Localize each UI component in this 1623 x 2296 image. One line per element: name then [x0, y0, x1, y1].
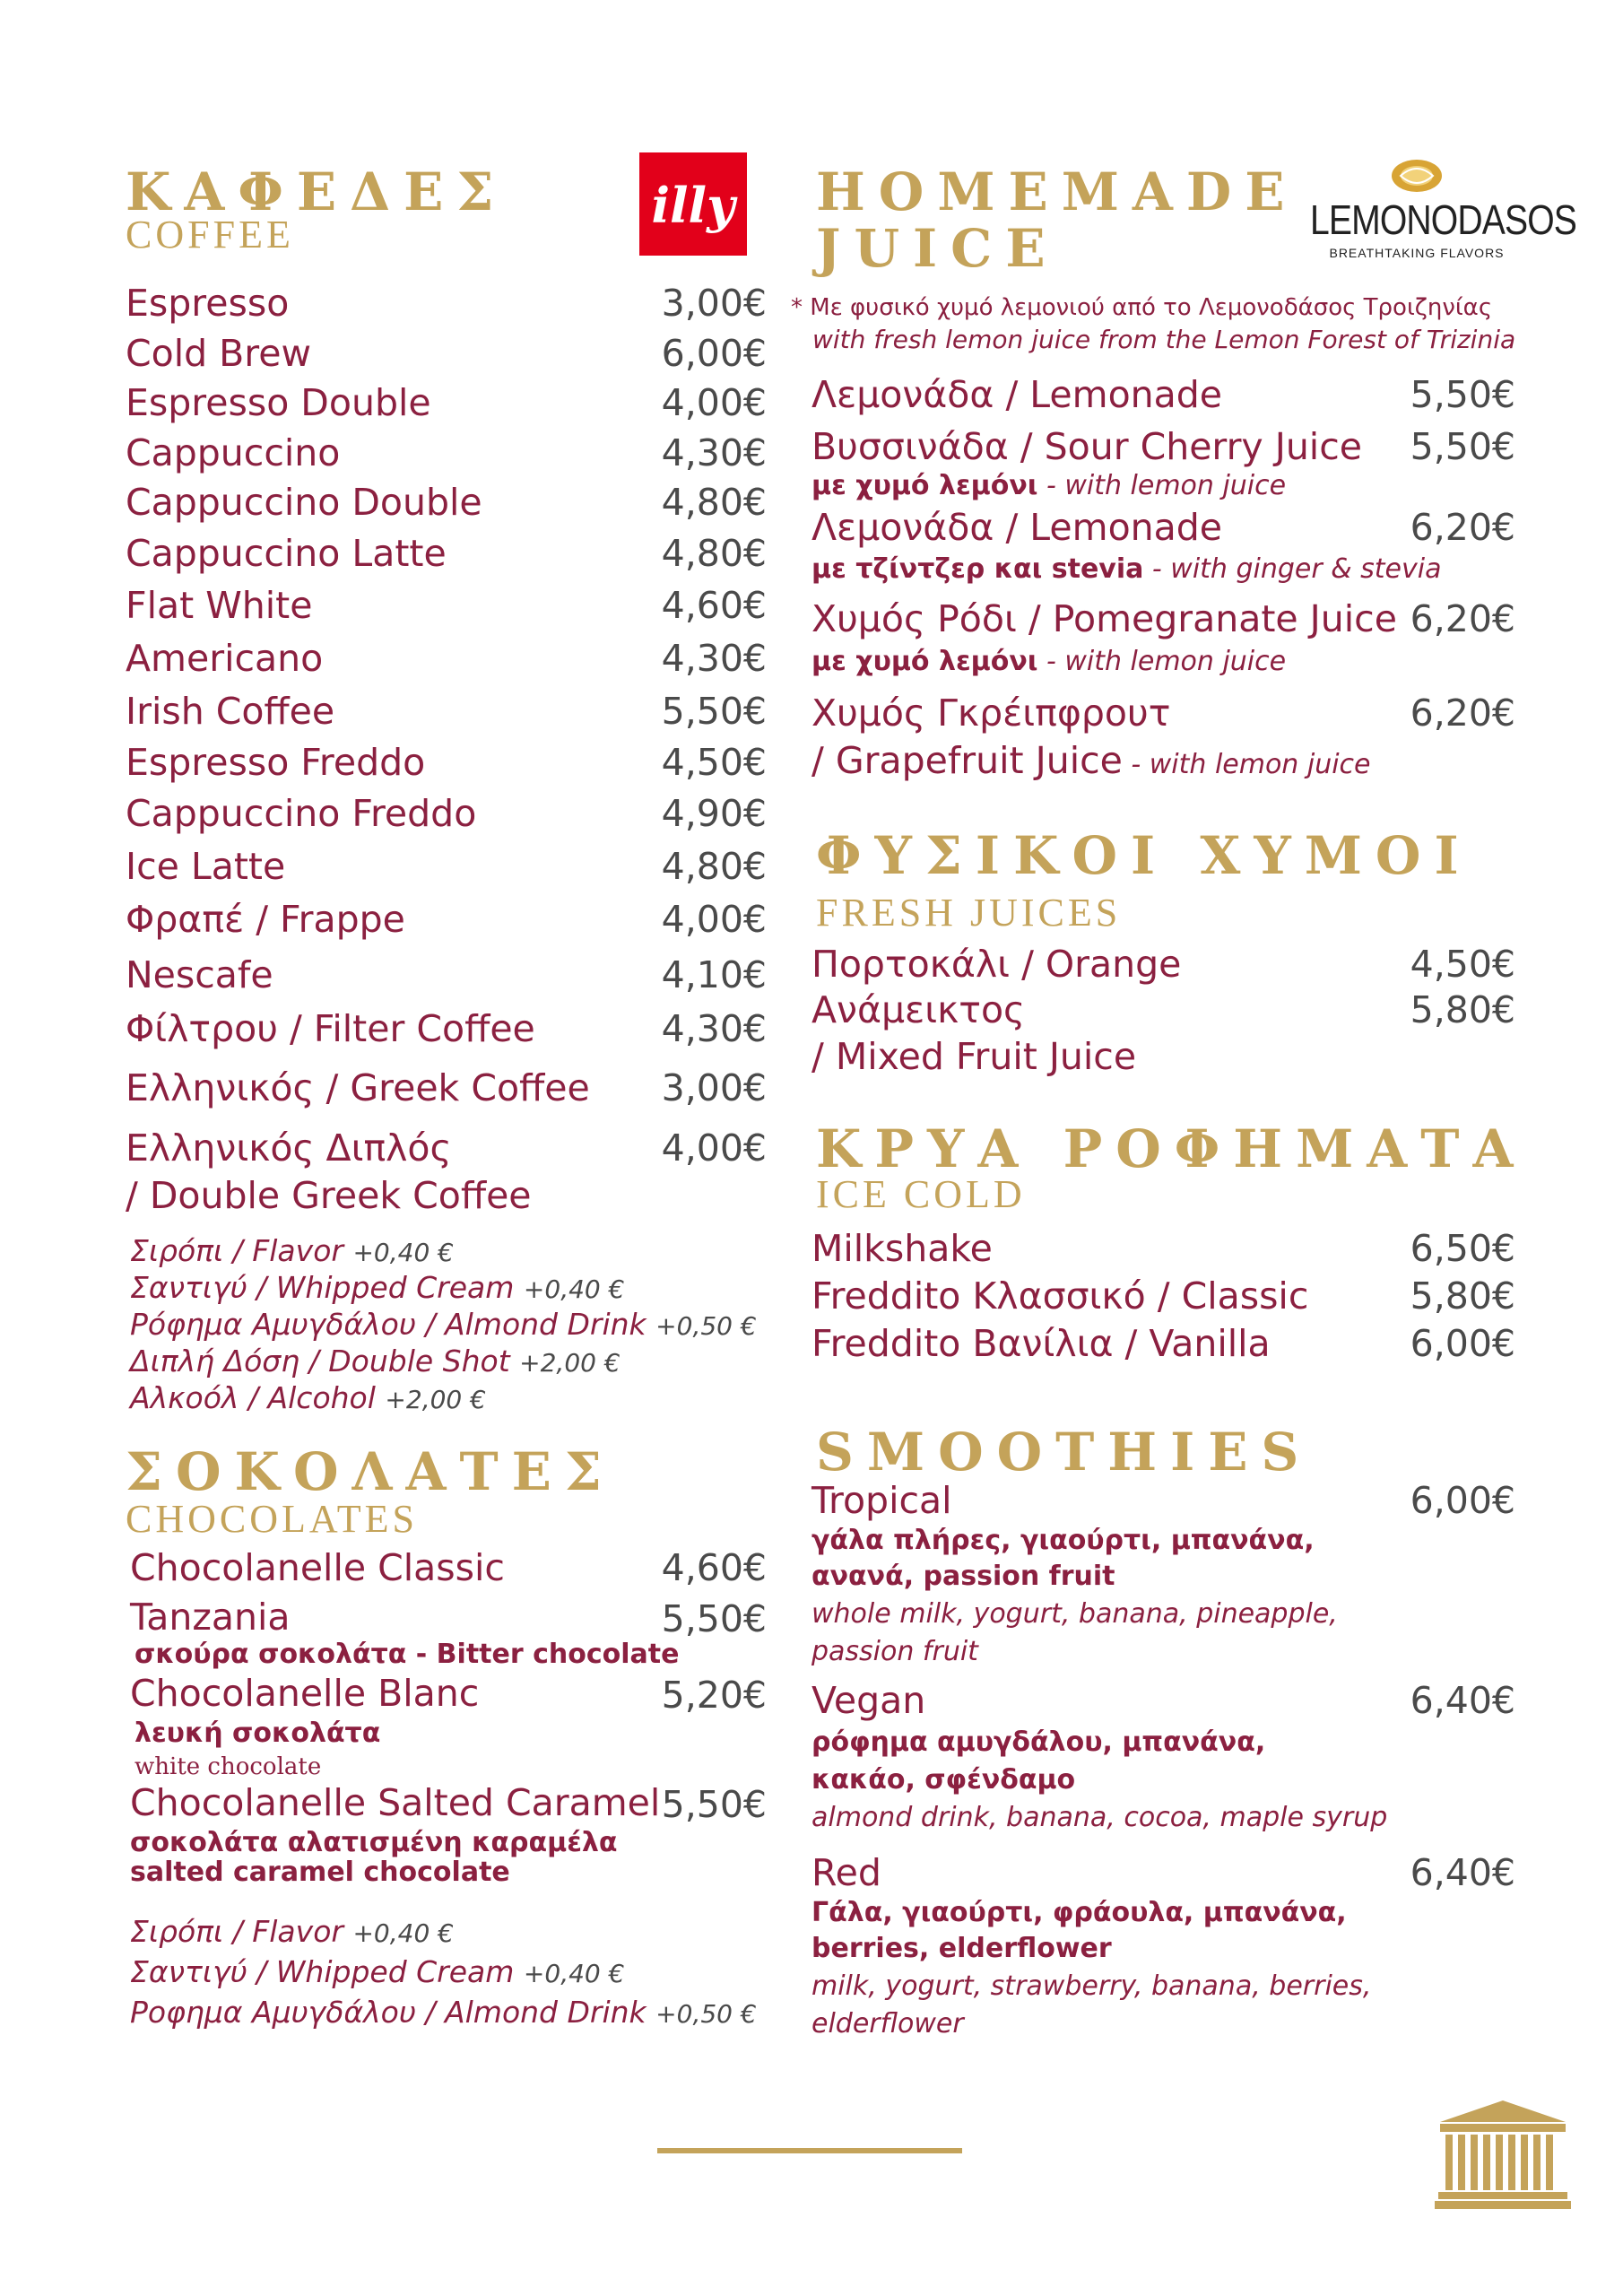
- coffee-item-name: Ice Latte: [126, 845, 286, 888]
- coffee-item-name: Cappuccino Freddo: [126, 792, 477, 835]
- chocolate-item-price: 5,50€: [661, 1783, 767, 1826]
- coffee-item-price: 4,10€: [661, 953, 767, 996]
- smoothie-item-price: 6,40€: [1410, 1679, 1515, 1722]
- fresh-item-name: Πορτοκάλι / Orange: [812, 943, 1182, 986]
- coffee-item-price: 4,80€: [661, 481, 767, 524]
- juice-note-greek: * Με φυσικό χυμό λεμονιού από το Λεμονοδάσος Τροιζηνίας: [791, 294, 1493, 321]
- lemonodasos-tagline: BREATHTAKING FLAVORS: [1329, 246, 1505, 260]
- coffee-item-name: Cappuccino Latte: [126, 532, 447, 575]
- coffee-item-price: 4,00€: [661, 898, 767, 941]
- smoothie-item-name: Tropical: [812, 1479, 952, 1522]
- cold-item-name: Freddito Βανίλια / Vanilla: [812, 1322, 1271, 1365]
- juice-note-english: with fresh lemon juice from the Lemon Forest of Trizinia: [812, 325, 1516, 354]
- cold-item-price: 6,50€: [1410, 1227, 1515, 1270]
- coffee-item-name: Cold Brew: [126, 332, 312, 375]
- smoothie-item-desc: Γάλα, γιαούρτι, φράουλα, μπανάνα,: [812, 1897, 1347, 1928]
- smoothie-item-name: Red: [812, 1851, 881, 1894]
- juice-item-desc: με χυμό λεμόνι - with lemon juice: [812, 646, 1287, 677]
- coffee-extra: Διπλή Δόση / Double Shot +2,00 €: [130, 1344, 621, 1378]
- coffee-item-name: Flat White: [126, 584, 313, 627]
- coffee-item-name: Americano: [126, 637, 324, 680]
- cold-item-name: Milkshake: [812, 1227, 993, 1270]
- fresh-item-name-line2: / Mixed Fruit Juice: [812, 1035, 1137, 1078]
- coffee-extra: Αλκοόλ / Alcohol +2,00 €: [130, 1380, 486, 1415]
- fresh-item-price: 5,80€: [1410, 988, 1515, 1031]
- juice-item-name: Λεμονάδα / Lemonade: [812, 506, 1223, 549]
- cold-item-price: 6,00€: [1410, 1322, 1515, 1365]
- lemon-leaf-icon: [1388, 152, 1445, 196]
- juice-item-name: Χυμός Γκρέιπφρουτ: [812, 691, 1171, 735]
- chocolate-item-desc: σκούρα σοκολάτα - Bitter chocolate: [135, 1639, 680, 1670]
- smoothie-item-desc: berries, elderflower: [812, 1933, 1112, 1964]
- juice-item-name: Βυσσινάδα / Sour Cherry Juice: [812, 425, 1362, 468]
- chocolate-item-desc-en: white chocolate: [135, 1753, 322, 1780]
- coffee-item-name: Espresso Double: [126, 381, 431, 424]
- coffee-title: ΚΑΦΕΔΕΣ: [126, 161, 508, 222]
- coffee-subtitle: COFFEE: [126, 213, 294, 257]
- coffee-item-price: 3,00€: [661, 282, 767, 325]
- chocolate-item-name: Chocolanelle Salted Caramel: [130, 1781, 661, 1824]
- coffee-item-price: 6,00€: [661, 332, 767, 375]
- juice-item-name-line2: / Grapefruit Juice - with lemon juice: [812, 739, 1371, 782]
- coffee-extra: Σιρόπι / Flavor +0,40 €: [130, 1233, 454, 1268]
- coffee-item-price: 4,80€: [661, 532, 767, 575]
- chocolate-item-name: Tanzania: [130, 1596, 291, 1639]
- coffee-item-price: 4,50€: [661, 741, 767, 784]
- smoothie-item-price: 6,40€: [1410, 1851, 1515, 1894]
- coffee-item-price: 4,90€: [661, 792, 767, 835]
- temple-icon: [1435, 2099, 1571, 2211]
- juice-item-price: 6,20€: [1410, 691, 1515, 735]
- smoothie-item-desc-en: passion fruit: [812, 1636, 978, 1667]
- chocolates-subtitle: CHOCOLATES: [126, 1497, 419, 1541]
- coffee-item-name: Cappuccino: [126, 431, 341, 474]
- lemonodasos-logo: [1291, 152, 1577, 269]
- chocolate-item-name: Chocolanelle Classic: [130, 1546, 505, 1589]
- fresh-item-name: Ανάμεικτος: [812, 988, 1026, 1031]
- coffee-item-price: 4,60€: [661, 584, 767, 627]
- fresh-title: ΦΥΣΙΚΟΙ ΧΥΜΟΙ: [816, 825, 1472, 886]
- juice-item-price: 5,50€: [1410, 425, 1515, 468]
- coffee-item-name: Ελληνικός / Greek Coffee: [126, 1066, 590, 1109]
- smoothie-item-desc-en: whole milk, yogurt, banana, pineapple,: [812, 1598, 1338, 1630]
- chocolate-item-price: 5,50€: [661, 1597, 767, 1640]
- coffee-item-name: Ελληνικός Διπλός: [126, 1126, 452, 1170]
- coffee-item-name: Φραπέ / Frappe: [126, 898, 405, 941]
- chocolate-item-desc: λευκή σοκολάτα: [135, 1718, 381, 1749]
- chocolate-extra: Σαντιγύ / Whipped Cream +0,40 €: [130, 1954, 625, 1989]
- coffee-item-name: Nescafe: [126, 953, 273, 996]
- juice-item-price: 6,20€: [1410, 506, 1515, 549]
- smoothie-item-desc-en: milk, yogurt, strawberry, banana, berries,: [812, 1970, 1372, 2002]
- chocolate-item-desc: salted caramel chocolate: [130, 1857, 510, 1888]
- coffee-item-price: 5,50€: [661, 690, 767, 733]
- illy-logo-icon: [639, 152, 747, 256]
- footer-divider: [657, 2148, 962, 2153]
- illy-logo: [639, 152, 747, 256]
- smoothie-item-desc: κακάο, σφένδαμο: [812, 1764, 1076, 1796]
- coffee-item-name: Irish Coffee: [126, 690, 335, 733]
- juice-title-line1: HOMEMADE: [816, 161, 1298, 222]
- chocolate-item-price: 4,60€: [661, 1546, 767, 1589]
- coffee-item-price: 4,30€: [661, 1007, 767, 1050]
- juice-item-name: Λεμονάδα / Lemonade: [812, 373, 1223, 416]
- juice-item-name: Χυμός Ρόδι / Pomegranate Juice: [812, 597, 1397, 640]
- coffee-item-price: 4,30€: [661, 431, 767, 474]
- cold-subtitle: ICE COLD: [816, 1172, 1026, 1216]
- chocolate-item-name: Chocolanelle Blanc: [130, 1672, 480, 1715]
- smoothie-item-desc-en: elderflower: [812, 2008, 964, 2039]
- coffee-item-price: 4,30€: [661, 637, 767, 680]
- smoothie-item-name: Vegan: [812, 1679, 926, 1722]
- illy-logo-text: illy: [651, 177, 735, 234]
- cold-title: ΚΡΥΑ ΡΟΦΗΜΑΤΑ: [816, 1118, 1527, 1179]
- juice-title-line2: JUICE: [816, 218, 1059, 279]
- chocolate-item-price: 5,20€: [661, 1674, 767, 1717]
- fresh-subtitle: FRESH JUICES: [816, 891, 1122, 935]
- coffee-extra: Ρόφημα Αμυγδάλου / Almond Drink +0,50 €: [130, 1307, 757, 1342]
- smoothie-item-desc: γάλα πλήρες, γιαούρτι, μπανάνα,: [812, 1525, 1315, 1556]
- chocolate-item-desc: σοκολάτα αλατισμένη καραμέλα: [130, 1827, 618, 1858]
- smoothie-item-desc: ρόφημα αμυγδάλου, μπανάνα,: [812, 1726, 1266, 1758]
- juice-item-price: 6,20€: [1410, 597, 1515, 640]
- coffee-extra: Σαντιγύ / Whipped Cream +0,40 €: [130, 1270, 625, 1305]
- juice-item-desc: με τζίντζερ και stevia - with ginger & stevia: [812, 553, 1442, 585]
- coffee-item-price: 4,80€: [661, 845, 767, 888]
- coffee-item-price: 3,00€: [661, 1066, 767, 1109]
- smoothies-title: SMOOTHIES: [816, 1422, 1313, 1483]
- coffee-item-name-line2: / Double Greek Coffee: [126, 1174, 532, 1217]
- chocolates-title: ΣΟΚΟΛΑΤΕΣ: [126, 1441, 615, 1502]
- cold-item-price: 5,80€: [1410, 1274, 1515, 1318]
- coffee-item-name: Espresso Freddo: [126, 741, 426, 784]
- smoothie-item-desc: ανανά, passion fruit: [812, 1561, 1115, 1592]
- smoothie-item-desc-en: almond drink, banana, cocoa, maple syrup: [812, 1802, 1388, 1833]
- cold-item-name: Freddito Κλασσικό / Classic: [812, 1274, 1309, 1318]
- smoothie-item-price: 6,00€: [1410, 1479, 1515, 1522]
- coffee-item-name: Espresso: [126, 282, 290, 325]
- chocolate-extra: Ροφημα Αμυγδάλου / Almond Drink +0,50 €: [130, 1995, 757, 2030]
- lemonodasos-name: LEMONODASOS: [1310, 196, 1577, 243]
- coffee-item-name: Φίλτρου / Filter Coffee: [126, 1007, 535, 1050]
- fresh-item-price: 4,50€: [1410, 943, 1515, 986]
- coffee-item-name: Cappuccino Double: [126, 481, 482, 524]
- chocolate-extra: Σιρόπι / Flavor +0,40 €: [130, 1914, 454, 1949]
- juice-item-desc: με χυμό λεμόνι - with lemon juice: [812, 470, 1287, 501]
- juice-item-price: 5,50€: [1410, 373, 1515, 416]
- coffee-item-price: 4,00€: [661, 381, 767, 424]
- coffee-item-price: 4,00€: [661, 1126, 767, 1170]
